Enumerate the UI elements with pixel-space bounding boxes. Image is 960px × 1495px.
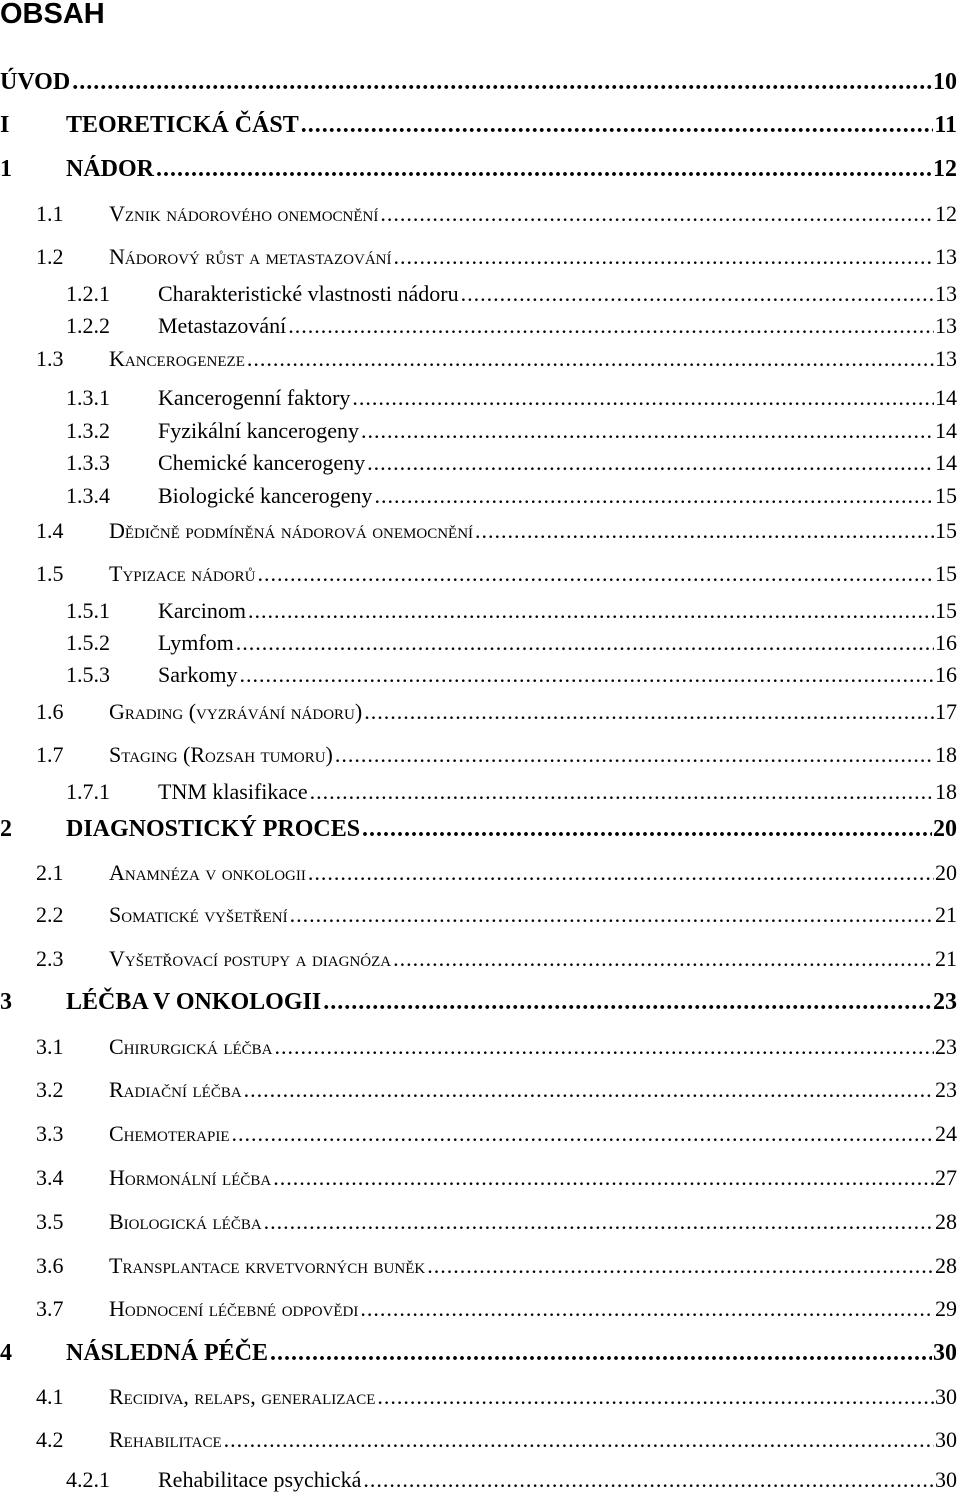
toc-entry-number: 1.3.2: [66, 418, 110, 443]
toc-entry[interactable]: [0, 777, 957, 807]
dot-leader: [244, 1075, 934, 1105]
toc-entry[interactable]: [0, 697, 957, 727]
toc-entry-page: 10: [933, 69, 957, 95]
toc-entry-title: Somatické vyšetření: [109, 902, 288, 927]
dot-leader: [275, 1032, 934, 1062]
toc-entry-title: Chirurgická léčba: [109, 1034, 273, 1059]
toc-entry-page: 13: [935, 281, 957, 306]
toc-entry-number: I: [0, 112, 10, 138]
toc-entry-page: 23: [933, 989, 957, 1015]
toc-entry[interactable]: [0, 383, 957, 413]
dot-leader: [232, 1119, 934, 1149]
toc-entry-number: 2.3: [36, 946, 64, 971]
toc-entry-page: 23: [935, 1034, 957, 1059]
toc-entry-page: 30: [935, 1427, 957, 1452]
dot-leader: [290, 900, 934, 930]
toc-entry-page: 11: [934, 112, 957, 138]
dot-leader: [264, 1207, 934, 1237]
page-title: OBSAH: [0, 0, 105, 30]
dot-leader: [461, 279, 934, 309]
toc-entry-number: 1.7.1: [66, 779, 110, 804]
dot-leader: [273, 1163, 934, 1193]
toc-entry-page: 12: [933, 156, 957, 182]
toc-entry-title: Transplantace krvetvorných buněk: [109, 1253, 426, 1278]
toc-entry-page: 30: [935, 1467, 957, 1492]
dot-leader: [248, 596, 934, 626]
toc-entry[interactable]: [0, 110, 957, 140]
toc-entry-number: 1.2.2: [66, 313, 110, 338]
toc-entry-number: 3.1: [36, 1034, 64, 1059]
toc-entry[interactable]: [0, 311, 957, 341]
toc-entry-title: Kancerogenní faktory: [158, 385, 351, 410]
toc-entry-title: Sarkomy: [158, 662, 238, 687]
dot-leader: [288, 311, 934, 341]
toc-entry-number: 3.5: [36, 1209, 64, 1234]
toc-entry-page: 14: [935, 450, 957, 475]
toc-entry-page: 13: [935, 346, 957, 371]
toc-entry[interactable]: [0, 1294, 957, 1324]
toc-entry-title: Rehabilitace psychická: [158, 1467, 362, 1492]
toc-entry-page: 30: [933, 1340, 957, 1366]
toc-entry[interactable]: [0, 154, 957, 184]
dot-leader: [352, 383, 934, 413]
dot-leader: [362, 814, 932, 844]
dot-leader: [364, 697, 934, 727]
toc-entry-page: 15: [935, 483, 957, 508]
toc-entry-number: 3: [0, 989, 12, 1015]
toc-entry-number: ÚVOD: [0, 69, 71, 95]
dot-leader: [380, 199, 934, 229]
toc-entry-page: 17: [935, 699, 957, 724]
toc-entry-title: Hormonální léčba: [109, 1165, 272, 1190]
dot-leader: [367, 448, 934, 478]
dot-leader: [239, 660, 934, 690]
toc-entry-page: 28: [935, 1209, 957, 1234]
toc-entry-title: NÁDOR: [66, 156, 154, 182]
toc-entry-number: 1.3.3: [66, 450, 110, 475]
toc-entry[interactable]: [0, 242, 957, 272]
toc-entry-title: Grading (vyzrávání nádoru): [109, 699, 363, 724]
toc-entry-title: Hodnocení léčebné odpovědi: [109, 1296, 359, 1321]
dot-leader: [236, 628, 934, 658]
toc-entry[interactable]: [0, 516, 957, 546]
toc-entry[interactable]: [0, 1338, 957, 1368]
toc-entry-number: 1.1: [36, 201, 64, 226]
toc-entry-title: Anamnéza v onkologii: [109, 860, 306, 885]
toc-entry-number: 1.3: [36, 346, 64, 371]
toc-entry[interactable]: [0, 1465, 957, 1495]
dot-leader: [224, 1425, 934, 1455]
dot-leader: [310, 777, 934, 807]
toc-entry[interactable]: [0, 1382, 957, 1412]
dot-leader: [361, 416, 934, 446]
toc-entry-page: 24: [935, 1121, 957, 1146]
dot-leader: [301, 110, 934, 140]
toc-entry[interactable]: [0, 1251, 957, 1281]
toc-entry[interactable]: [0, 448, 957, 478]
toc-entry-title: TEORETICKÁ ČÁST: [66, 112, 299, 138]
toc-entry-title: Biologické kancerogeny: [158, 483, 373, 508]
toc-entry-number: 2: [0, 816, 12, 842]
toc-entry-number: 1.5.2: [66, 630, 110, 655]
toc-entry-number: 3.7: [36, 1296, 64, 1321]
toc-entry-title: Dědičně podmíněná nádorová onemocnění: [109, 518, 474, 543]
toc-entry-page: 23: [935, 1077, 957, 1102]
toc-entry-number: 1.2: [36, 244, 64, 269]
toc-entry-page: 29: [935, 1296, 957, 1321]
toc-entry-number: 3.4: [36, 1165, 64, 1190]
toc-entry-number: 3.3: [36, 1121, 64, 1146]
toc-entry-page: 16: [935, 630, 957, 655]
toc-entry-number: 1.5.3: [66, 662, 110, 687]
toc-entry-title: Chemoterapie: [109, 1121, 230, 1146]
toc-entry[interactable]: [0, 814, 957, 844]
toc-entry-title: DIAGNOSTICKÝ PROCES: [66, 816, 361, 842]
toc-entry-title: Chemické kancerogeny: [158, 450, 366, 475]
dot-leader: [72, 67, 932, 97]
toc-entry[interactable]: [0, 344, 957, 374]
toc-entry-title: Vyšetřovací postupy a diagnóza: [109, 946, 392, 971]
toc-entry-page: 12: [935, 201, 957, 226]
toc-entry-number: 1: [0, 156, 12, 182]
toc-entry-title: TNM klasifikace: [158, 779, 308, 804]
toc-entry-number: 1.6: [36, 699, 64, 724]
toc-entry-number: 1.4: [36, 518, 64, 543]
toc-entry-page: 15: [935, 598, 957, 623]
toc-entry-number: 2.1: [36, 860, 64, 885]
toc-entry[interactable]: [0, 660, 957, 690]
toc-entry-number: 4: [0, 1340, 12, 1366]
toc-entry-number: 1.3.4: [66, 483, 110, 508]
toc-entry[interactable]: [0, 1119, 957, 1149]
toc-entry-page: 13: [935, 313, 957, 338]
toc-entry-page: 27: [935, 1165, 957, 1190]
toc-entry-title: Fyzikální kancerogeny: [158, 418, 359, 443]
toc-entry[interactable]: [0, 944, 957, 974]
dot-leader: [475, 516, 934, 546]
toc-entry-number: 1.2.1: [66, 281, 110, 306]
toc-entry-page: 13: [935, 244, 957, 269]
toc-entry-title: Metastazování: [158, 313, 287, 338]
toc-entry[interactable]: [0, 740, 957, 770]
toc-entry[interactable]: [0, 279, 957, 309]
toc-entry-number: 4.2.1: [66, 1467, 110, 1492]
dot-leader: [335, 740, 934, 770]
toc-entry[interactable]: [0, 1075, 957, 1105]
dot-leader: [427, 1251, 934, 1281]
toc-entry-title: Vznik nádorového onemocnění: [109, 201, 379, 226]
toc-entry[interactable]: [0, 628, 957, 658]
toc-entry-number: 1.5: [36, 561, 64, 586]
toc-entry[interactable]: [0, 67, 957, 97]
dot-leader: [393, 242, 934, 272]
dot-leader: [247, 344, 934, 374]
toc-entry-page: 20: [935, 860, 957, 885]
toc-entry-number: 1.5.1: [66, 598, 110, 623]
toc-entry-number: 2.2: [36, 902, 64, 927]
toc-entry-page: 15: [935, 561, 957, 586]
toc-entry-title: Recidiva, relaps, generalizace: [109, 1384, 376, 1409]
toc-entry-page: 18: [935, 742, 957, 767]
toc-entry[interactable]: [0, 1425, 957, 1455]
toc-entry[interactable]: [0, 559, 957, 589]
toc-entry-page: 18: [935, 779, 957, 804]
toc-entry[interactable]: [0, 416, 957, 446]
dot-leader: [308, 858, 934, 888]
toc-entry-page: 21: [935, 902, 957, 927]
toc-entry-page: 14: [935, 418, 957, 443]
toc-entry-title: Biologická léčba: [109, 1209, 262, 1234]
toc-entry[interactable]: [0, 987, 957, 1017]
dot-leader: [156, 154, 932, 184]
dot-leader: [393, 944, 934, 974]
toc-entry-title: LÉČBA V ONKOLOGII: [66, 989, 322, 1015]
toc-entry-page: 28: [935, 1253, 957, 1278]
toc-entry[interactable]: [0, 1032, 957, 1062]
dot-leader: [323, 987, 932, 1017]
toc-entry-page: 15: [935, 518, 957, 543]
toc-entry-title: Radiační léčba: [109, 1077, 242, 1102]
toc-entry-number: 4.1: [36, 1384, 64, 1409]
toc-entry-title: Lymfom: [158, 630, 234, 655]
dot-leader: [257, 559, 934, 589]
toc-entry-title: Typizace nádorů: [109, 561, 256, 586]
dot-leader: [377, 1382, 934, 1412]
dot-leader: [360, 1294, 934, 1324]
toc-entry-title: NÁSLEDNÁ PÉČE: [66, 1340, 269, 1366]
toc-entry-page: 16: [935, 662, 957, 687]
toc-entry-title: Rehabilitace: [109, 1427, 222, 1452]
toc-entry-title: Charakteristické vlastnosti nádoru: [158, 281, 459, 306]
toc-entry-number: 1.7: [36, 742, 64, 767]
toc-entry-page: 30: [935, 1384, 957, 1409]
toc-entry-title: Staging (Rozsah tumoru): [109, 742, 333, 767]
toc-entry[interactable]: [0, 1163, 957, 1193]
toc-entry-number: 4.2: [36, 1427, 64, 1452]
toc-entry-number: 3.2: [36, 1077, 64, 1102]
toc-entry[interactable]: [0, 199, 957, 229]
toc-entry-title: Nádorový růst a metastazování: [109, 244, 392, 269]
toc-entry-title: Kancerogeneze: [109, 346, 245, 371]
dot-leader: [363, 1465, 934, 1495]
toc-entry-page: 21: [935, 946, 957, 971]
toc-entry-page: 20: [933, 816, 957, 842]
toc-entry-number: 1.3.1: [66, 385, 110, 410]
toc-entry[interactable]: [0, 596, 957, 626]
toc-entry-number: 3.6: [36, 1253, 64, 1278]
toc-entry-title: Karcinom: [158, 598, 246, 623]
toc-entry[interactable]: [0, 481, 957, 511]
dot-leader: [270, 1338, 932, 1368]
toc-entry[interactable]: [0, 1207, 957, 1237]
toc-entry[interactable]: [0, 900, 957, 930]
toc-entry[interactable]: [0, 858, 957, 888]
dot-leader: [374, 481, 934, 511]
toc-entry-page: 14: [935, 385, 957, 410]
